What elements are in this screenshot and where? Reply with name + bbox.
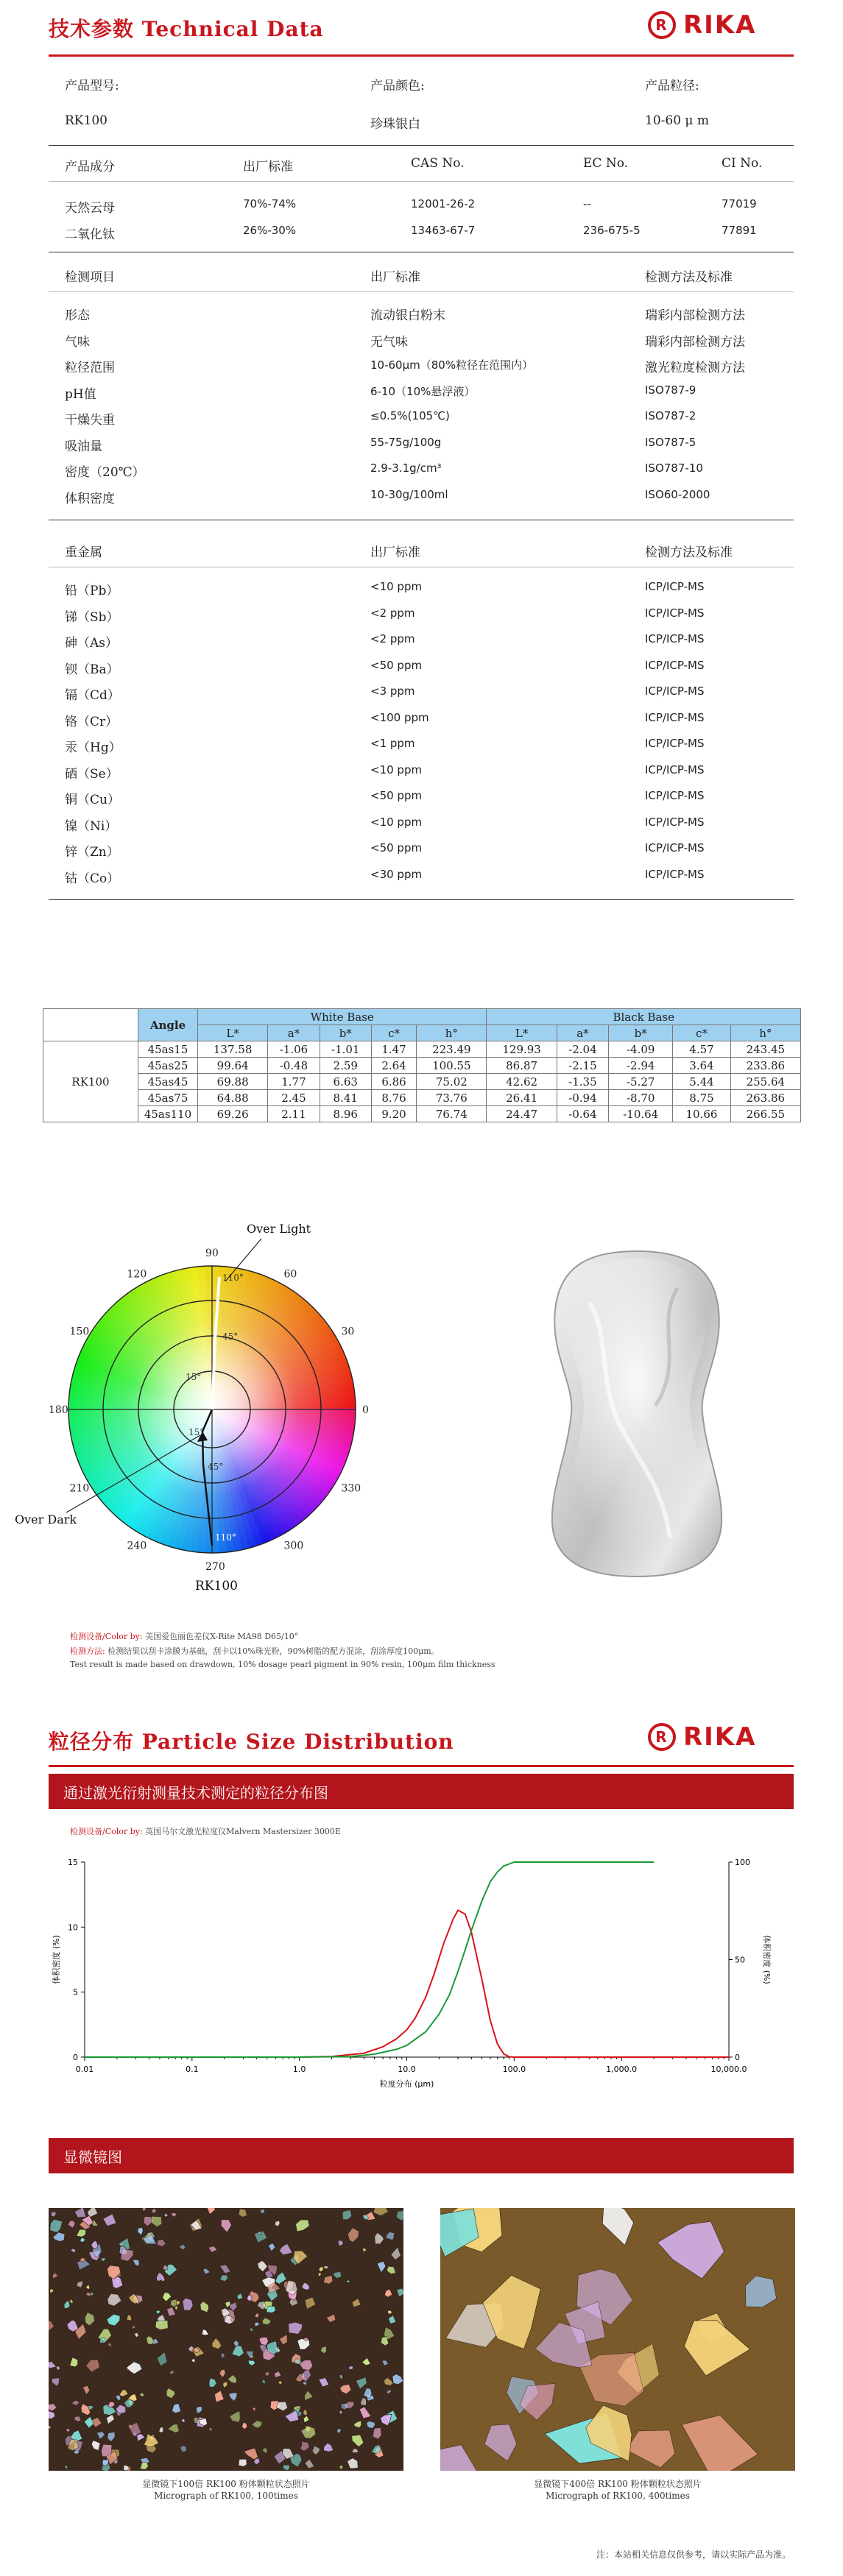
cell: ICP/ICP-MS <box>645 867 705 881</box>
cell: 锑（Sb） <box>65 609 119 625</box>
angle-mark: 110° <box>215 1532 236 1543</box>
degree-label: 180 <box>49 1404 68 1416</box>
note-text: 英国马尔文激光粒度仪Malvern Mastersizer 3000E <box>145 1827 341 1836</box>
header-divider <box>49 54 794 57</box>
value-cell: -2.04 <box>557 1041 608 1058</box>
cell: 流动银白粉末 <box>370 308 445 323</box>
comp-header-2: CAS No. <box>411 156 465 171</box>
cell: ICP/ICP-MS <box>645 684 705 698</box>
section-title-technical-data: 技术参数 Technical Data <box>49 17 324 41</box>
rika-logo-mark: R <box>648 1723 676 1751</box>
degree-label: 330 <box>341 1482 361 1495</box>
cell: 锌（Zn） <box>65 845 119 860</box>
value-cell: 73.76 <box>417 1090 487 1106</box>
cell: <50 ppm <box>370 658 423 672</box>
cell: 镍（Ni） <box>65 818 118 834</box>
header-cell: 检测方法及标准 <box>645 545 733 560</box>
cell: ICP/ICP-MS <box>645 710 705 724</box>
angle-cell: 45as45 <box>138 1074 198 1090</box>
x-tick-label: 10,000.0 <box>710 2064 747 2074</box>
pigment-flake <box>278 2381 282 2384</box>
value-cell: 42.62 <box>487 1074 557 1090</box>
cell: 26%-30% <box>243 224 297 237</box>
divider <box>49 181 794 182</box>
angle-cell: 45as15 <box>138 1041 198 1058</box>
rika-logo <box>648 10 757 40</box>
x-tick-label: 1.0 <box>292 2064 306 2074</box>
cell: 体积密度 <box>65 491 115 506</box>
value-cell: 1.47 <box>371 1041 416 1058</box>
value-cell: 243.45 <box>730 1041 800 1058</box>
cie-row <box>43 1074 801 1090</box>
cell: 硒（Se） <box>65 766 119 782</box>
header-divider <box>49 1765 794 1767</box>
english-note: Test result is made based on drawdown, 10% dosage pearl pigment in 90% resin, 100μm film thickness <box>70 1660 495 1669</box>
x-tick-label: 1,000.0 <box>606 2064 638 2074</box>
comp-header-1: 出厂标准 <box>243 160 293 174</box>
value-cell: 3.64 <box>673 1058 730 1074</box>
label-model: 产品型号: <box>65 79 119 93</box>
pigment-flake <box>267 2306 275 2313</box>
cell: <1 ppm <box>370 737 415 750</box>
angle-mark: 110° <box>222 1273 244 1283</box>
microscope-banner: 显微镜图 <box>49 2138 794 2173</box>
cell: <50 ppm <box>370 841 423 854</box>
value-cell: 100.55 <box>417 1058 487 1074</box>
value-cell: 129.93 <box>487 1041 557 1058</box>
degree-label: 30 <box>341 1326 355 1338</box>
cell: 瑞彩内部检测方法 <box>645 308 745 323</box>
cell: <2 ppm <box>370 606 415 620</box>
micrograph-400x <box>440 2208 795 2471</box>
cell: -- <box>583 197 591 210</box>
value-cell: 137.58 <box>198 1041 268 1058</box>
value-cell: -8.70 <box>609 1090 673 1106</box>
value-cell: 223.49 <box>417 1041 487 1058</box>
divider <box>49 145 794 146</box>
note-label: 检测设备/Color by: <box>70 1827 143 1836</box>
angle-cell: 45as75 <box>138 1090 198 1106</box>
value-cell: 8.96 <box>320 1106 371 1122</box>
value-cell: -1.01 <box>320 1041 371 1058</box>
note-text: 检测结果以刮卡涂膜为基础，刮卡以10%珠光粉，90%树脂的配方混涂，刮涂厚度100μm。 <box>107 1646 440 1656</box>
cell: 汞（Hg） <box>65 740 121 755</box>
value-cell: -4.09 <box>609 1041 673 1058</box>
comp-header-3: EC No. <box>583 156 629 171</box>
cell: 镉（Cd） <box>65 688 120 703</box>
cell: ICP/ICP-MS <box>645 658 705 672</box>
value-size: 10-60 μ m <box>645 113 709 128</box>
cell: 砷（As） <box>65 636 119 651</box>
value-cell: 76.74 <box>417 1106 487 1122</box>
cell: <10 ppm <box>370 815 423 829</box>
degree-label: 60 <box>283 1268 297 1281</box>
value-cell: 8.76 <box>371 1090 416 1106</box>
cell: 77019 <box>722 197 757 210</box>
cell: ICP/ICP-MS <box>645 815 705 829</box>
micrograph-100x <box>49 2208 403 2471</box>
angle-mark: 15° <box>186 1372 202 1382</box>
white-base-header: White Base <box>198 1009 487 1025</box>
cell: ISO787-5 <box>645 435 696 449</box>
metric-header: h° <box>730 1025 800 1041</box>
cell: <30 ppm <box>370 867 423 881</box>
value-cell: 4.57 <box>673 1041 730 1058</box>
value-cell: 69.88 <box>198 1074 268 1090</box>
cell: <2 ppm <box>370 632 415 645</box>
metric-header: a* <box>268 1025 320 1041</box>
density-series-line <box>85 1910 729 2057</box>
cell: <50 ppm <box>370 789 423 802</box>
cell: <10 ppm <box>370 580 423 593</box>
cell: 13463-67-7 <box>411 224 476 237</box>
cell: 密度（20℃） <box>65 465 145 480</box>
value-cell: -10.64 <box>609 1106 673 1122</box>
equipment-note <box>70 1630 298 1642</box>
black-base-header: Black Base <box>487 1009 801 1025</box>
pigment-flake <box>155 2321 168 2330</box>
y-tick-label-left: 0 <box>73 2053 78 2062</box>
caption-en: Micrograph of RK100, 100times <box>154 2491 298 2501</box>
pigment-flake <box>239 2459 247 2466</box>
degree-label: 0 <box>362 1404 369 1416</box>
cell: ICP/ICP-MS <box>645 841 705 854</box>
cell: pH值 <box>65 386 96 402</box>
caption-en: Micrograph of RK100, 400times <box>546 2491 690 2501</box>
cell: ISO787-9 <box>645 383 696 397</box>
value-color: 珍珠银白 <box>370 117 420 132</box>
blank-corner <box>43 1009 138 1041</box>
value-cell: 6.63 <box>320 1074 371 1090</box>
header-cell: 检测项目 <box>65 270 115 285</box>
cie-row <box>43 1106 801 1122</box>
sample-panel-image <box>545 1244 729 1582</box>
value-cell: 2.11 <box>268 1106 320 1122</box>
angle-cell: 45as25 <box>138 1058 198 1074</box>
cell: ICP/ICP-MS <box>645 789 705 802</box>
cell: 钡（Ba） <box>65 662 119 677</box>
value-cell: -0.94 <box>557 1090 608 1106</box>
color-wheel-caption: RK100 <box>195 1579 238 1593</box>
cell: 粒径范围 <box>65 361 115 375</box>
header-cell: 重金属 <box>65 545 102 560</box>
header-cell: 出厂标准 <box>370 270 420 285</box>
value-cell: 10.66 <box>673 1106 730 1122</box>
cell: 吸油量 <box>65 439 102 454</box>
value-cell: 26.41 <box>487 1090 557 1106</box>
cell: ICP/ICP-MS <box>645 606 705 620</box>
value-cell: -0.64 <box>557 1106 608 1122</box>
header-cell: 检测方法及标准 <box>645 270 733 285</box>
rika-logo-text: RIKA <box>683 1722 757 1752</box>
cumulative-series-line <box>85 1862 654 2057</box>
cie-row <box>43 1090 801 1106</box>
particle-size-chart <box>44 1847 795 2112</box>
degree-label: 240 <box>127 1540 147 1552</box>
rika-logo-text: RIKA <box>683 10 757 40</box>
cell: <3 ppm <box>370 684 415 698</box>
metric-header: b* <box>320 1025 371 1041</box>
value-cell: 5.44 <box>673 1074 730 1090</box>
cell: 55-75g/100g <box>370 435 442 449</box>
value-cell: 255.64 <box>730 1074 800 1090</box>
note-label: 检测设备/Color by: <box>70 1632 143 1641</box>
value-cell: -2.15 <box>557 1058 608 1074</box>
color-wheel <box>15 1211 398 1623</box>
cell: 铬（Cr） <box>65 714 119 729</box>
metric-header: h° <box>417 1025 487 1041</box>
metric-header: L* <box>198 1025 268 1041</box>
cell: ICP/ICP-MS <box>645 580 705 593</box>
over-dark-label: Over Dark <box>15 1512 77 1526</box>
x-tick-label: 10.0 <box>398 2064 416 2074</box>
angle-mark: 45° <box>208 1462 224 1472</box>
label-color: 产品颜色: <box>370 79 425 93</box>
comp-header-0: 产品成分 <box>65 160 115 174</box>
cell: <10 ppm <box>370 762 423 776</box>
y-tick-label-left: 5 <box>73 1987 78 1998</box>
value-cell: 2.59 <box>320 1058 371 1074</box>
micrograph-caption-100x <box>53 2478 399 2502</box>
cell: 10-60μm（80%粒径在范围内） <box>370 358 534 372</box>
degree-label: 300 <box>283 1540 304 1552</box>
y-tick-label-right: 50 <box>735 1955 745 1965</box>
cell: 激光粒度检测方法 <box>645 361 745 375</box>
cell: 天然云母 <box>65 201 115 216</box>
comp-header-4: CI No. <box>722 156 763 171</box>
x-tick-label: 0.01 <box>75 2064 94 2074</box>
value-model: RK100 <box>65 113 107 128</box>
caption-cn: 显微镜下100倍 RK100 粉体颗粒状态照片 <box>142 2479 310 2489</box>
cell: 二氧化钛 <box>65 227 115 242</box>
degree-label: 120 <box>127 1268 147 1281</box>
cell: ICP/ICP-MS <box>645 737 705 750</box>
psd-banner: 通过激光衍射测量技术测定的粒径分布图 <box>49 1774 794 1809</box>
y-axis-label-right: 体积密度 (%) <box>762 1935 772 1984</box>
y-tick-label-left: 15 <box>68 1858 78 1867</box>
cell: 铜（Cu） <box>65 793 120 807</box>
value-cell: 8.41 <box>320 1090 371 1106</box>
cell: 6-10（10%悬浮液） <box>370 384 476 398</box>
rika-logo <box>648 1722 757 1752</box>
value-cell: -0.48 <box>268 1058 320 1074</box>
label-size: 产品粒径: <box>645 79 699 93</box>
metric-header: a* <box>557 1025 608 1041</box>
value-cell: 24.47 <box>487 1106 557 1122</box>
over-light-label: Over Light <box>247 1222 311 1236</box>
value-cell: 8.75 <box>673 1090 730 1106</box>
cell: <100 ppm <box>370 710 429 724</box>
value-cell: 233.86 <box>730 1058 800 1074</box>
y-tick-label-left: 10 <box>68 1922 78 1933</box>
cell: 2.9-3.1g/cm³ <box>370 461 442 475</box>
cell: ≤0.5%(105℃) <box>370 409 450 422</box>
method-note <box>70 1645 440 1657</box>
cell: 气味 <box>65 334 90 350</box>
cell: 无气味 <box>370 334 408 350</box>
cell: 瑞彩内部检测方法 <box>645 334 745 350</box>
rika-logo-mark: R <box>648 11 676 39</box>
cell: 干燥失重 <box>65 413 115 428</box>
metric-header: b* <box>609 1025 673 1041</box>
angle-mark: 15° <box>188 1427 205 1437</box>
value-cell: 75.02 <box>417 1074 487 1090</box>
sample-name: RK100 <box>43 1041 138 1122</box>
metric-header: L* <box>487 1025 557 1041</box>
cell: 77891 <box>722 224 757 237</box>
x-tick-label: 0.1 <box>186 2064 199 2074</box>
metric-header: c* <box>371 1025 416 1041</box>
header-cell: 出厂标准 <box>370 545 420 560</box>
psd-equipment-note <box>70 1825 341 1837</box>
value-cell: 86.87 <box>487 1058 557 1074</box>
value-cell: 2.64 <box>371 1058 416 1074</box>
value-cell: 263.86 <box>730 1090 800 1106</box>
angle-header: Angle <box>138 1009 198 1041</box>
cie-row <box>43 1041 801 1058</box>
value-cell: 9.20 <box>371 1106 416 1122</box>
degree-label: 210 <box>69 1482 90 1495</box>
cell: 钴（Co） <box>65 871 120 886</box>
x-tick-label: 100.0 <box>502 2064 526 2074</box>
cie-lab-table <box>43 1008 801 1122</box>
value-cell: 64.88 <box>198 1090 268 1106</box>
y-tick-label-right: 100 <box>735 1858 750 1867</box>
value-cell: 99.64 <box>198 1058 268 1074</box>
cell: 12001-26-2 <box>411 197 476 210</box>
divider <box>49 291 794 292</box>
cell: ISO60-2000 <box>645 487 710 501</box>
value-cell: -2.94 <box>609 1058 673 1074</box>
cell: ICP/ICP-MS <box>645 632 705 645</box>
value-cell: 6.86 <box>371 1074 416 1090</box>
micrograph-caption-400x <box>445 2478 791 2502</box>
value-cell: -1.35 <box>557 1074 608 1090</box>
value-cell: -5.27 <box>609 1074 673 1090</box>
divider <box>49 899 794 900</box>
cell: 铅（Pb） <box>65 584 119 598</box>
caption-cn: 显微镜下400倍 RK100 粉体颗粒状态照片 <box>534 2479 702 2489</box>
cell: ISO787-2 <box>645 409 696 422</box>
x-axis-label: 粒度分布 (μm) <box>379 2079 434 2089</box>
cell: 236-675-5 <box>583 224 641 237</box>
cie-row <box>43 1058 801 1074</box>
note-label: 检测方法: <box>70 1646 105 1656</box>
value-cell: 2.45 <box>268 1090 320 1106</box>
value-cell: 266.55 <box>730 1106 800 1122</box>
footer-disclaimer: 注：本站相关信息仅供参考，请以实际产品为准。 <box>596 2550 791 2560</box>
pigment-flake <box>318 2273 321 2276</box>
value-cell: 69.26 <box>198 1106 268 1122</box>
angle-cell: 45as110 <box>138 1106 198 1122</box>
angle-mark: 45° <box>222 1331 239 1342</box>
pigment-flake <box>183 2298 193 2310</box>
cell: ICP/ICP-MS <box>645 762 705 776</box>
metric-header: c* <box>673 1025 730 1041</box>
value-cell: 1.77 <box>268 1074 320 1090</box>
degree-label: 90 <box>205 1248 219 1259</box>
y-axis-label-left: 体积密度 (%) <box>52 1935 61 1984</box>
y-tick-label-right: 0 <box>735 2053 740 2062</box>
value-cell: -1.06 <box>268 1041 320 1058</box>
cell: 形态 <box>65 308 90 323</box>
degree-label: 270 <box>205 1561 225 1573</box>
section-title-particle-size: 粒径分布 Particle Size Distribution <box>49 1730 454 1754</box>
cell: ISO787-10 <box>645 461 703 475</box>
note-text: 美国爱色丽色差仪X-Rite MA98 D65/10° <box>145 1632 299 1641</box>
degree-label: 150 <box>69 1326 90 1338</box>
cell: 10-30g/100ml <box>370 487 448 501</box>
cell: 70%-74% <box>243 197 297 210</box>
